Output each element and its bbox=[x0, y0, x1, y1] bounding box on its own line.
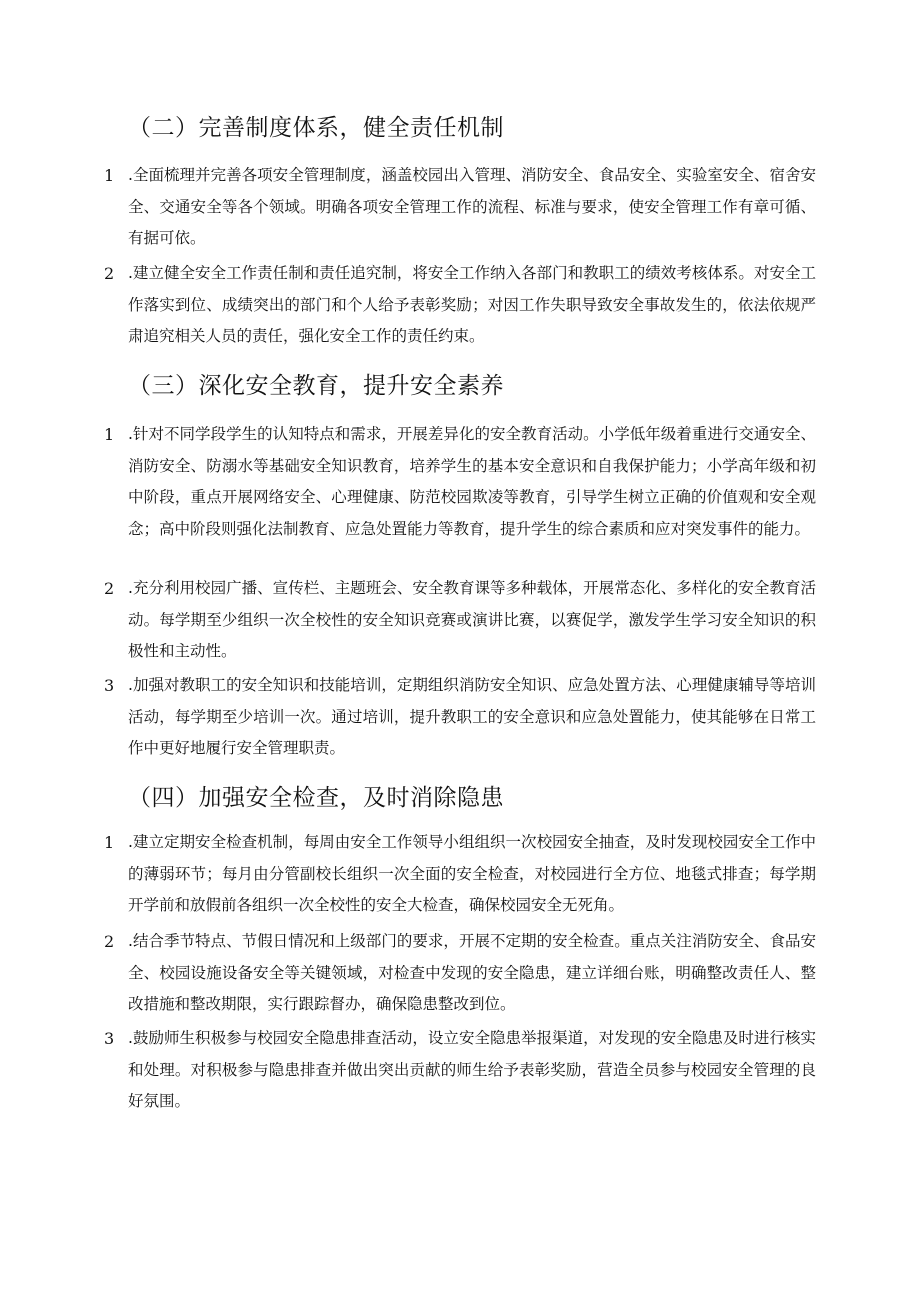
section-heading: （二）完善制度体系，健全责任机制 bbox=[128, 115, 504, 141]
item-number: 2 bbox=[104, 932, 115, 951]
item-text: .针对不同学段学生的认知特点和需求，开展差异化的安全教育活动。小学低年级着重进行交通安全、消防安全、防溺水等基础安全知识教育，培养学生的基本安全意识和自我保护能力；小学高年级和初中阶段，重点开展网络安全、心理健康、防范校园欺凌等教育，引导学生树立正确的价值观和安全观念；高中阶段则强化法制教育、应急处置能力等教育，提升学生的综合素质和应对突发事件的能力。 bbox=[128, 425, 816, 538]
section-heading: （四）加强安全检查，及时消除隐患 bbox=[128, 785, 504, 811]
list-item bbox=[104, 670, 816, 765]
section-heading: （三）深化安全教育，提升安全素养 bbox=[128, 373, 504, 399]
item-text: .加强对教职工的安全知识和技能培训，定期组织消防安全知识、应急处置方法、心理健康辅导等培训活动，每学期至少培训一次。通过培训，提升教职工的安全意识和应急处置能力，使其能够在日常工作中更好地履行安全管理职责。 bbox=[128, 676, 816, 757]
list-item bbox=[104, 1023, 816, 1118]
item-text: .建立健全安全工作责任制和责任追究制，将安全工作纳入各部门和教职工的绩效考核体系。对安全工作落实到位、成绩突出的部门和个人给予表彰奖励；对因工作失职导致安全事故发生的，依法依规严肃追究相关人员的责任，强化安全工作的责任约束。 bbox=[128, 264, 816, 345]
list-item bbox=[104, 926, 816, 1021]
item-text: .充分利用校园广播、宣传栏、主题班会、安全教育课等多种载体，开展常态化、多样化的安全教育活动。每学期至少组织一次全校性的安全知识竞赛或演讲比赛，以赛促学，激发学生学习安全知识的积极性和主动性。 bbox=[128, 579, 816, 660]
list-item bbox=[104, 419, 816, 545]
item-number: 1 bbox=[104, 833, 115, 852]
list-item bbox=[104, 160, 816, 255]
list-item bbox=[104, 827, 816, 922]
item-number: 3 bbox=[104, 676, 115, 695]
list-item bbox=[104, 258, 816, 353]
item-text: .全面梳理并完善各项安全管理制度，涵盖校园出入管理、消防安全、食品安全、实验室安全、宿舍安全、交通安全等各个领域。明确各项安全管理工作的流程、标准与要求，使安全管理工作有章可循、有据可依。 bbox=[128, 166, 816, 247]
item-number: 2 bbox=[104, 579, 115, 598]
item-text: .建立定期安全检查机制，每周由安全工作领导小组组织一次校园安全抽查，及时发现校园安全工作中的薄弱环节；每月由分管副校长组织一次全面的安全检查，对校园进行全方位、地毯式排查；每学期开学前和放假前各组织一次全校性的安全大检查，确保校园安全无死角。 bbox=[128, 833, 816, 914]
item-number: 1 bbox=[104, 166, 115, 185]
list-item bbox=[104, 573, 816, 668]
item-text: .结合季节特点、节假日情况和上级部门的要求，开展不定期的安全检查。重点关注消防安全、食品安全、校园设施设备安全等关键领域，对检查中发现的安全隐患，建立详细台账，明确整改责任人、整改措施和整改期限，实行跟踪督办，确保隐患整改到位。 bbox=[128, 932, 816, 1013]
item-text: .鼓励师生积极参与校园安全隐患排查活动，设立安全隐患举报渠道，对发现的安全隐患及时进行核实和处理。对积极参与隐患排查并做出突出贡献的师生给予表彰奖励，营造全员参与校园安全管理的良好氛围。 bbox=[128, 1029, 816, 1110]
item-number: 2 bbox=[104, 264, 115, 283]
item-number: 1 bbox=[104, 425, 115, 444]
item-number: 3 bbox=[104, 1029, 115, 1048]
